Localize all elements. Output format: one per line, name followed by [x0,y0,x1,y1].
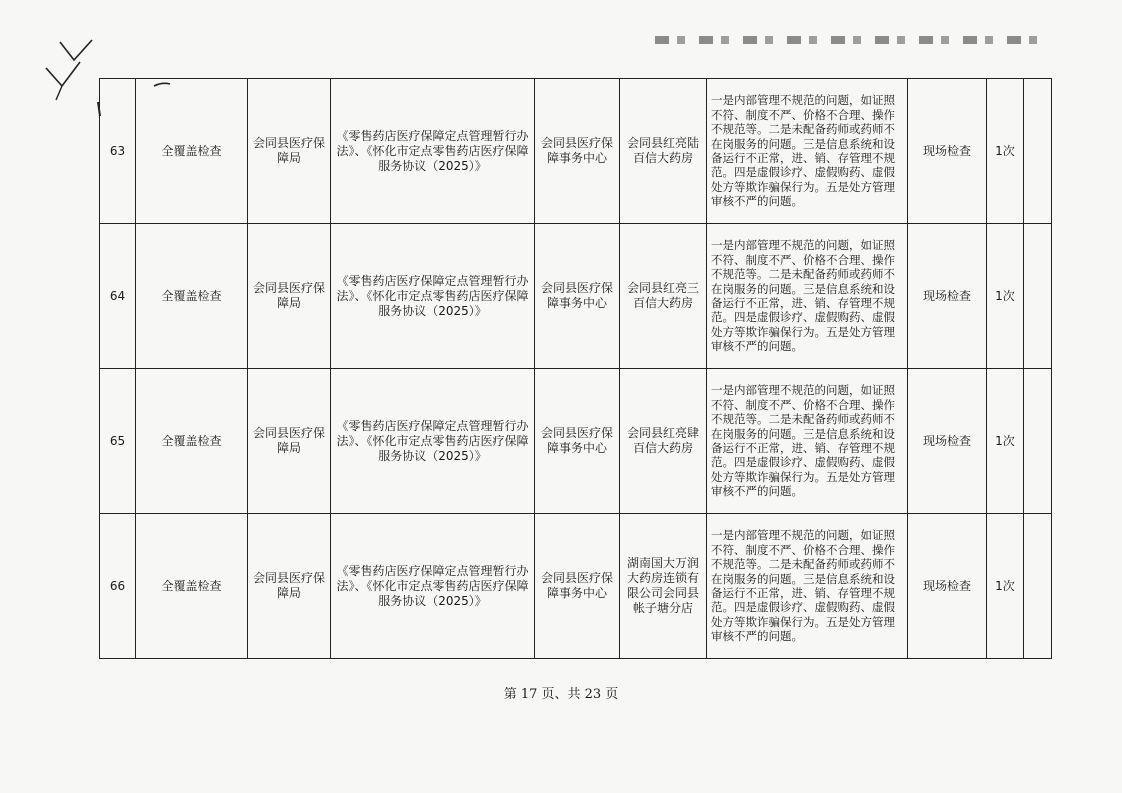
executing-unit: 会同县医疗保障事务中心 [535,369,620,514]
inspecting-agency: 会同县医疗保障局 [248,79,331,224]
inspection-target: 会同县红亮陆百信大药房 [620,79,707,224]
executing-unit: 会同县医疗保障事务中心 [535,514,620,659]
table-row [100,514,1052,659]
page-footer: 第 17 页、共 23 页 [503,687,619,702]
inspection-basis: 《零售药店医疗保障定点管理暂行办法》、《怀化市定点零售药店医疗保障服务协议（2025）》 [331,514,535,659]
row-number: 64 [100,224,136,369]
inspection-frequency: 1次 [987,514,1024,659]
remarks-cell [1024,224,1052,369]
inspection-basis: 《零售药店医疗保障定点管理暂行办法》、《怀化市定点零售药店医疗保障服务协议（2025）》 [331,369,535,514]
remarks-cell [1024,79,1052,224]
inspection-frequency: 1次 [987,369,1024,514]
scan-noise-strip [655,36,1045,44]
inspection-type: 全覆盖检查 [136,514,248,659]
inspection-issues: 一是内部管理不规范的问题，如证照不符、制度不严、价格不合理、操作不规范等。二是未配备药师或药师不在岗服务的问题。三是信息系统和设备运行不正常，进、销、存管理不规范。四是虚假诊疗、虚假购药、虚假处方等欺诈骗保行为。五是处方管理审核不严的问题。 [707,224,908,369]
inspection-method: 现场检查 [908,369,987,514]
row-number: 65 [100,369,136,514]
inspection-issues: 一是内部管理不规范的问题，如证照不符、制度不严、价格不合理、操作不规范等。二是未配备药师或药师不在岗服务的问题。三是信息系统和设备运行不正常，进、销、存管理不规范。四是虚假诊疗、虚假购药、虚假处方等欺诈骗保行为。五是处方管理审核不严的问题。 [707,79,908,224]
table-row [100,369,1052,514]
inspection-table [99,78,1052,659]
inspection-type: 全覆盖检查 [136,79,248,224]
row-number: 63 [100,79,136,224]
row-number: 66 [100,514,136,659]
inspection-method: 现场检查 [908,224,987,369]
inspection-issues: 一是内部管理不规范的问题，如证照不符、制度不严、价格不合理、操作不规范等。二是未配备药师或药师不在岗服务的问题。三是信息系统和设备运行不正常，进、销、存管理不规范。四是虚假诊疗、虚假购药、虚假处方等欺诈骗保行为。五是处方管理审核不严的问题。 [707,369,908,514]
inspection-basis: 《零售药店医疗保障定点管理暂行办法》、《怀化市定点零售药店医疗保障服务协议（2025）》 [331,224,535,369]
remarks-cell [1024,514,1052,659]
table-row [100,224,1052,369]
inspection-frequency: 1次 [987,224,1024,369]
executing-unit: 会同县医疗保障事务中心 [535,79,620,224]
inspecting-agency: 会同县医疗保障局 [248,514,331,659]
inspection-method: 现场检查 [908,79,987,224]
inspection-target: 会同县红亮三百信大药房 [620,224,707,369]
inspection-type: 全覆盖检查 [136,224,248,369]
inspection-frequency: 1次 [987,79,1024,224]
inspecting-agency: 会同县医疗保障局 [248,224,331,369]
inspection-target: 湖南国大万润大药房连锁有限公司会同县帐子塘分店 [620,514,707,659]
inspection-issues: 一是内部管理不规范的问题，如证照不符、制度不严、价格不合理、操作不规范等。二是未配备药师或药师不在岗服务的问题。三是信息系统和设备运行不正常，进、销、存管理不规范。四是虚假诊疗、虚假购药、虚假处方等欺诈骗保行为。五是处方管理审核不严的问题。 [707,514,908,659]
inspection-target: 会同县红亮肆百信大药房 [620,369,707,514]
inspecting-agency: 会同县医疗保障局 [248,369,331,514]
executing-unit: 会同县医疗保障事务中心 [535,224,620,369]
inspection-basis: 《零售药店医疗保障定点管理暂行办法》、《怀化市定点零售药店医疗保障服务协议（2025）》 [331,79,535,224]
table-row [100,79,1052,224]
inspection-type: 全覆盖检查 [136,369,248,514]
inspection-method: 现场检查 [908,514,987,659]
remarks-cell [1024,369,1052,514]
